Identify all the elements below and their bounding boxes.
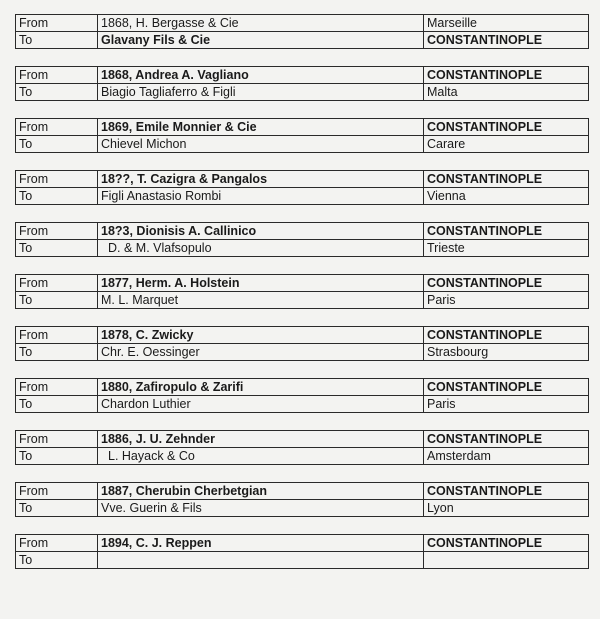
to-row <box>16 552 589 569</box>
sender-name: 1868, Andrea A. Vagliano <box>98 67 424 84</box>
recipient-place: Trieste <box>424 240 589 257</box>
entry-table <box>15 14 589 49</box>
from-row <box>16 171 589 188</box>
to-label: To <box>16 344 98 361</box>
from-row <box>16 67 589 84</box>
to-label: To <box>16 552 98 569</box>
to-row <box>16 396 589 413</box>
recipient-name: Biagio Tagliaferro & Figli <box>98 84 424 101</box>
recipient-place: Malta <box>424 84 589 101</box>
entry-table <box>15 482 589 517</box>
to-label: To <box>16 240 98 257</box>
from-row <box>16 15 589 32</box>
from-row <box>16 379 589 396</box>
register-entry <box>15 170 588 205</box>
recipient-place: Paris <box>424 292 589 309</box>
entry-table <box>15 274 589 309</box>
from-label: From <box>16 223 98 240</box>
from-label: From <box>16 119 98 136</box>
from-row <box>16 535 589 552</box>
to-row <box>16 136 589 153</box>
from-label: From <box>16 535 98 552</box>
entry-table <box>15 430 589 465</box>
sender-name: 1887, Cherubin Cherbetgian <box>98 483 424 500</box>
to-label: To <box>16 292 98 309</box>
sender-place: CONSTANTINOPLE <box>424 535 589 552</box>
sender-name: 1894, C. J. Reppen <box>98 535 424 552</box>
register-entry <box>15 118 588 153</box>
from-row <box>16 483 589 500</box>
register-entry <box>15 14 588 49</box>
sender-name: 1869, Emile Monnier & Cie <box>98 119 424 136</box>
sender-place: CONSTANTINOPLE <box>424 67 589 84</box>
recipient-place: Paris <box>424 396 589 413</box>
recipient-place: Carare <box>424 136 589 153</box>
recipient-name: L. Hayack & Co <box>98 448 424 465</box>
to-row <box>16 448 589 465</box>
to-row <box>16 344 589 361</box>
recipient-place: Strasbourg <box>424 344 589 361</box>
to-label: To <box>16 188 98 205</box>
recipient-place: CONSTANTINOPLE <box>424 32 589 49</box>
sender-place: CONSTANTINOPLE <box>424 171 589 188</box>
recipient-name: D. & M. Vlafsopulo <box>98 240 424 257</box>
register-entry <box>15 482 588 517</box>
sender-place: CONSTANTINOPLE <box>424 483 589 500</box>
sender-name: 1880, Zafiropulo & Zarifi <box>98 379 424 396</box>
recipient-name: Chardon Luthier <box>98 396 424 413</box>
to-label: To <box>16 32 98 49</box>
to-label: To <box>16 500 98 517</box>
from-row <box>16 275 589 292</box>
from-row <box>16 431 589 448</box>
to-row <box>16 292 589 309</box>
sender-name: 18?3, Dionisis A. Callinico <box>98 223 424 240</box>
register-entry <box>15 430 588 465</box>
entry-table <box>15 534 589 569</box>
to-label: To <box>16 448 98 465</box>
to-row <box>16 32 589 49</box>
recipient-name: Chr. E. Oessinger <box>98 344 424 361</box>
from-label: From <box>16 379 98 396</box>
to-row <box>16 84 589 101</box>
correspondence-register <box>15 14 588 586</box>
entry-table <box>15 326 589 361</box>
sender-place: CONSTANTINOPLE <box>424 327 589 344</box>
recipient-place: Vienna <box>424 188 589 205</box>
to-row <box>16 188 589 205</box>
register-entry <box>15 534 588 569</box>
register-entry <box>15 222 588 257</box>
sender-place: CONSTANTINOPLE <box>424 379 589 396</box>
sender-place: CONSTANTINOPLE <box>424 223 589 240</box>
recipient-place <box>424 552 589 569</box>
to-label: To <box>16 84 98 101</box>
recipient-place: Amsterdam <box>424 448 589 465</box>
sender-place: Marseille <box>424 15 589 32</box>
to-row <box>16 240 589 257</box>
from-label: From <box>16 275 98 292</box>
sender-place: CONSTANTINOPLE <box>424 119 589 136</box>
sender-name: 1877, Herm. A. Holstein <box>98 275 424 292</box>
recipient-name: Figli Anastasio Rombi <box>98 188 424 205</box>
from-label: From <box>16 171 98 188</box>
from-label: From <box>16 483 98 500</box>
sender-place: CONSTANTINOPLE <box>424 431 589 448</box>
recipient-name: M. L. Marquet <box>98 292 424 309</box>
sender-name: 1868, H. Bergasse & Cie <box>98 15 424 32</box>
recipient-name: Chievel Michon <box>98 136 424 153</box>
to-row <box>16 500 589 517</box>
entry-table <box>15 118 589 153</box>
entry-table <box>15 222 589 257</box>
sender-name: 1886, J. U. Zehnder <box>98 431 424 448</box>
to-label: To <box>16 396 98 413</box>
entry-table <box>15 170 589 205</box>
from-label: From <box>16 15 98 32</box>
sender-place: CONSTANTINOPLE <box>424 275 589 292</box>
recipient-place: Lyon <box>424 500 589 517</box>
from-row <box>16 327 589 344</box>
recipient-name: Glavany Fils & Cie <box>98 32 424 49</box>
recipient-name <box>98 552 424 569</box>
from-label: From <box>16 431 98 448</box>
recipient-name: Vve. Guerin & Fils <box>98 500 424 517</box>
to-label: To <box>16 136 98 153</box>
register-entry <box>15 378 588 413</box>
register-entry <box>15 66 588 101</box>
from-row <box>16 119 589 136</box>
from-label: From <box>16 327 98 344</box>
sender-name: 1878, C. Zwicky <box>98 327 424 344</box>
sender-name: 18??, T. Cazigra & Pangalos <box>98 171 424 188</box>
entry-table <box>15 66 589 101</box>
from-row <box>16 223 589 240</box>
entry-table <box>15 378 589 413</box>
from-label: From <box>16 67 98 84</box>
register-entry <box>15 326 588 361</box>
register-entry <box>15 274 588 309</box>
